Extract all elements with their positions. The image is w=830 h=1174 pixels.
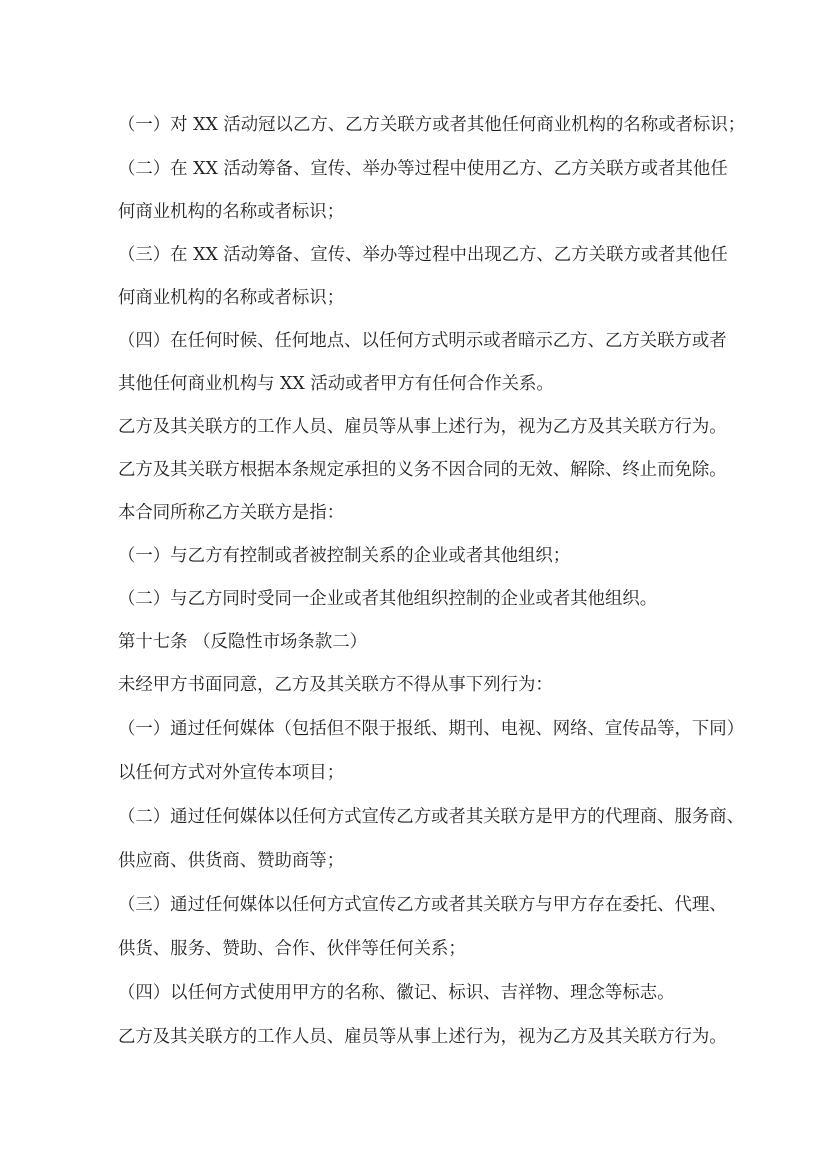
definition-item-1: （一）与乙方有控制或者被控制关系的企业或者其他组织；: [118, 546, 571, 566]
definition-item-2: （二）与乙方同时受同一企业或者其他组织控制的企业或者其他组织。: [118, 589, 658, 609]
clause-item-2: （二）在 XX 活动筹备、宣传、举办等过程中使用乙方、乙方关联方或者其他任: [118, 159, 728, 179]
prohibited-item-2: （二）通过任何媒体以任何方式宣传乙方或者其关联方是甲方的代理商、服务商、: [118, 807, 745, 827]
prohibited-item-3: （三）通过任何媒体以任何方式宣传乙方或者其关联方与甲方存在委托、代理、: [118, 895, 727, 915]
paragraph: 乙方及其关联方根据本条规定承担的义务不因合同的无效、解除、终止而免除。: [118, 460, 727, 480]
clause-item-2-cont: 何商业机构的名称或者标识；: [118, 202, 345, 222]
clause-item-3-cont: 何商业机构的名称或者标识；: [118, 288, 345, 308]
clause-item-3: （三）在 XX 活动筹备、宣传、举办等过程中出现乙方、乙方关联方或者其他任: [118, 245, 728, 265]
paragraph: 乙方及其关联方的工作人员、雇员等从事上述行为，视为乙方及其关联方行为。: [118, 1027, 727, 1047]
paragraph: 乙方及其关联方的工作人员、雇员等从事上述行为，视为乙方及其关联方行为。: [118, 417, 727, 437]
article-heading: 第十七条 （反隐性市场条款二）: [118, 632, 367, 652]
prohibited-item-4: （四）以任何方式使用甲方的名称、徽记、标识、吉祥物、理念等标志。: [118, 983, 675, 1003]
prohibited-item-1: （一）通过任何媒体（包括但不限于报纸、期刊、电视、网络、宣传品等，下同）: [118, 719, 745, 739]
clause-item-4-cont: 其他任何商业机构与 XX 活动或者甲方有任何合作关系。: [118, 374, 554, 394]
prohibited-item-3-cont: 供货、服务、赞助、合作、伙伴等任何关系；: [118, 939, 466, 959]
prohibited-item-1-cont: 以任何方式对外宣传本项目；: [118, 763, 345, 783]
clause-item-4: （四）在任何时候、任何地点、以任何方式明示或者暗示乙方、乙方关联方或者: [118, 331, 727, 351]
paragraph: 本合同所称乙方关联方是指：: [118, 503, 345, 523]
prohibited-item-2-cont: 供应商、供货商、赞助商等；: [118, 851, 345, 871]
paragraph: 未经甲方书面同意，乙方及其关联方不得从事下列行为：: [118, 675, 553, 695]
clause-item-1: （一）对 XX 活动冠以乙方、乙方关联方或者其他任何商业机构的名称或者标识；: [118, 115, 746, 135]
